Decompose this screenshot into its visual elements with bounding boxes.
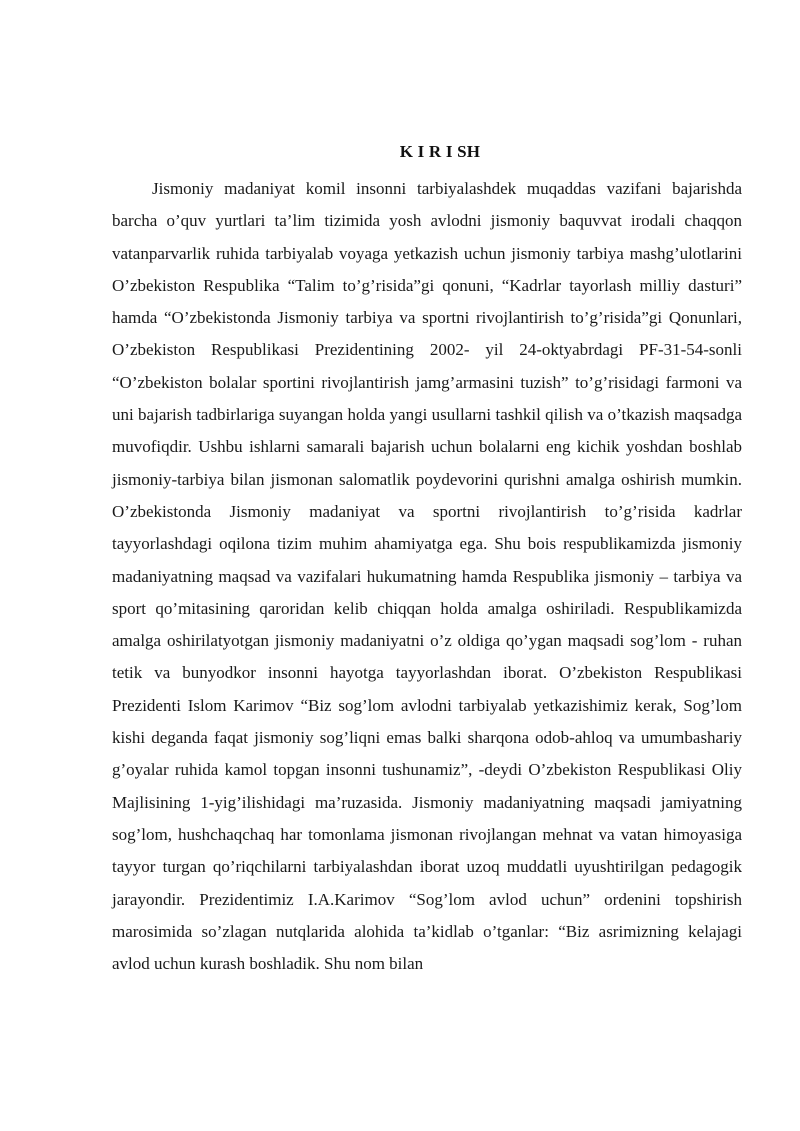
page-title: K I R I SH	[399, 142, 481, 161]
body-paragraph: Jismoniy madaniyat komil insonni tarbiyalashdek muqaddas vazifani bajarishda barcha o’quv yurtlari ta’lim tizimida yosh avlodni jismoniy baquvvat irodali chaqqon vatanparvarlik ruhida tarbiyalab voyaga yetkazish uchun jismoniy tarbiya mashg’ulotlarini O’zbekiston Respublika “Talim to’g’risida”gi qonuni, “Kadrlar tayorlash milliy dasturi” hamda “O’zbekistonda Jismoniy tarbiya va sportni rivojlantirish to’g’risida”gi Qonunlari, O’zbekiston Respublikasi Prezidentining 2002- yil 24-oktyabrdagi PF-31-54-sonli “O’zbekiston bolalar sportini rivojlantirish jamg’armasini tuzish” to’g’risidagi farmoni va uni bajarish tadbirlariga suyangan holda yangi usullarni tashkil qilish va o’tkazish maqsadga muvofiqdir. Ushbu ishlarni samarali bajarish uchun bolalarni eng kichik yoshdan boshlab jismoniy-tarbiya bilan jismonan salomatlik poydevorini qurishni amalga oshirish mumkin. O’zbekistonda Jismoniy madaniyat va sportni rivojlantirish to’g’risida kadrlar tayyorlashdagi oqilona tizim muhim ahamiyatga ega. Shu bois respublikamizda jismoniy madaniyatning maqsad va vazifalari hukumatning hamda Respublika jismoniy – tarbiya va sport qo’mitasining qaroridan kelib chiqqan holda amalga oshiriladi. Respublikamizda amalga oshirilatyotgan jismoniy madaniyatni o’z oldiga qo’ygan maqsadi sog’lom - ruhan tetik va bunyodkor insonni hayotga tayyorlashdan iborat. O’zbekiston Respublikasi Prezidenti Islom Karimov “Biz sog’lom avlodni tarbiyalab yetkazishimiz kerak, Sog’lom kishi deganda faqat jismoniy sog’liqni emas balki sharqona odob-ahloq va umumbashariy g’oyalar ruhida kamol topgan insonni tushunamiz”, -deydi O’zbekiston Respublikasi Oliy Majlisining 1-yig’ilishidagi ma’ruzasida. Jismoniy madaniyatning maqsadi jamiyatning sog’lom, hushchaqchaq har tomonlama jismonan rivojlangan mehnat va vatan himoyasiga tayyor turgan qo’riqchilarni tarbiyalashdan iborat uzoq muddatli uyushtirilgan pedagogik jarayondir. Prezidentimiz I.A.Karimov “Sog’lom avlod uchun” ordenini topshirish marosimida so’zlagan nutqlarida alohida ta’kidlab o’tganlar: “Biz asrimizning kelajagi avlod uchun kurash boshladik. Shu nom bilan	[112, 179, 742, 974]
